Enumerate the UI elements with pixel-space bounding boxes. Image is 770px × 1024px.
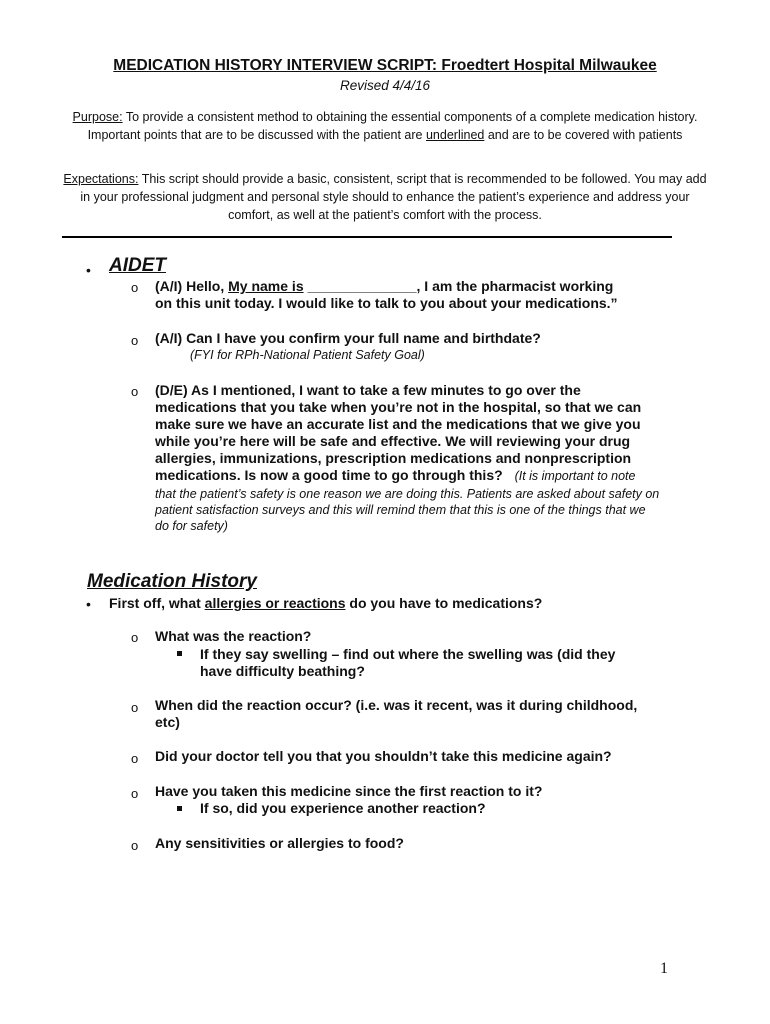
q1-text-a: First off, what: [109, 595, 205, 611]
expectations-text: This script should provide a basic, consistent, script that is recommended to be followed. You may add in your professional judgment and personal style should to enhance the patient’s experience and address your comfort, as well at the patient’s comfort with the process.: [80, 172, 707, 222]
bullet-circle-icon: o: [131, 751, 139, 766]
aidet-item-3-line-1: (D/E) As I mentioned, I want to take a few minutes to go over the: [155, 382, 581, 398]
bullet-circle-icon: o: [131, 280, 139, 295]
purpose-paragraph: [58, 108, 712, 144]
purpose-underlined-word: underlined: [425, 128, 485, 142]
page-number: 1: [660, 960, 668, 977]
aidet-item-3-note-start: (It is important to note: [514, 469, 636, 483]
aidet-item-3-line-2: medications that you take when you’re not in the hospital, so that we can: [155, 399, 642, 415]
swelling-note-line-2: have difficulty beathing?: [200, 663, 365, 679]
q1-text-b: do you have to medications?: [345, 595, 543, 611]
another-reaction-question: If so, did you experience another reaction?: [200, 800, 486, 816]
retaken-medicine-question: Have you taken this medicine since the first reaction to it?: [155, 783, 543, 799]
purpose-label: Purpose:: [72, 110, 123, 124]
bullet-circle-icon: o: [131, 630, 139, 645]
bullet-circle-icon: o: [131, 700, 139, 715]
bullet-circle-icon: o: [131, 838, 139, 853]
bullet-circle-icon: o: [131, 786, 139, 801]
aidet-item-1-line-2: on this unit today. I would like to talk to you about your medications.”: [155, 295, 618, 311]
reaction-question: What was the reaction?: [155, 628, 312, 644]
aidet-item-3-line-5: allergies, immunizations, prescription medications and nonprescription: [155, 450, 632, 466]
square-bullet-icon: [177, 806, 182, 811]
aidet-item-3-line-3: make sure we have an accurate list and the medications that we give you: [155, 416, 641, 432]
bullet-disc-icon: •: [86, 262, 91, 278]
purpose-text-1: To provide a consistent method to obtaining the essential components of a complete medication history. Important points that are to be discussed with the patient are: [87, 110, 698, 142]
aidet-item-1-blank: ______________: [303, 278, 417, 294]
horizontal-divider: [62, 236, 672, 238]
bullet-circle-icon: o: [131, 384, 139, 399]
aidet-item-3-note-line-2: that the patient’s safety is one reason we are doing this. Patients are asked about safety on: [155, 487, 660, 501]
reaction-timing-question-line-2: etc): [155, 714, 180, 730]
document-title: MEDICATION HISTORY INTERVIEW SCRIPT: Froedtert Hospital Milwaukee: [113, 57, 657, 74]
q1-underlined-phrase: allergies or reactions: [204, 595, 346, 611]
aidet-heading: AIDET: [109, 255, 166, 276]
aidet-item-3-note-line-4: do for safety): [155, 519, 228, 533]
aidet-item-1-text-b: , I am the pharmacist working: [416, 278, 614, 294]
bullet-disc-icon: •: [86, 596, 91, 612]
medication-history-heading: Medication History: [87, 571, 257, 592]
aidet-item-1-name-phrase: My name is: [228, 278, 304, 294]
purpose-text-2: and are to be covered with patients: [484, 128, 683, 142]
aidet-item-1-text-a: (A/I) Hello,: [155, 278, 229, 294]
food-allergy-question: Any sensitivities or allergies to food?: [155, 835, 404, 851]
revision-date: Revised 4/4/16: [339, 78, 431, 93]
medication-history-question-1: [109, 595, 542, 612]
aidet-item-2-note: (FYI for RPh-National Patient Safety Goal): [190, 348, 425, 362]
reaction-timing-question-line-1: When did the reaction occur? (i.e. was it recent, was it during childhood,: [155, 697, 638, 713]
aidet-item-3-note-line-3: patient satisfaction surveys and this will remind them that this is one of the things that we: [155, 503, 646, 517]
expectations-label: Expectations:: [63, 172, 139, 186]
aidet-item-2: (A/I) Can I have you confirm your full name and birthdate?: [155, 330, 541, 346]
square-bullet-icon: [177, 651, 182, 656]
aidet-item-1-line-1: [155, 278, 613, 295]
aidet-item-3-line-6: [155, 467, 635, 484]
doctor-advice-question: Did your doctor tell you that you shouldn’t take this medicine again?: [155, 748, 612, 764]
expectations-paragraph: [58, 170, 712, 224]
swelling-note-line-1: If they say swelling – find out where the swelling was (did they: [200, 646, 616, 662]
aidet-item-3-line-4: while you’re here will be safe and effective. We will reviewing your drug: [155, 433, 631, 449]
bullet-circle-icon: o: [131, 333, 139, 348]
aidet-item-3-question: medications. Is now a good time to go through this?: [155, 467, 503, 483]
